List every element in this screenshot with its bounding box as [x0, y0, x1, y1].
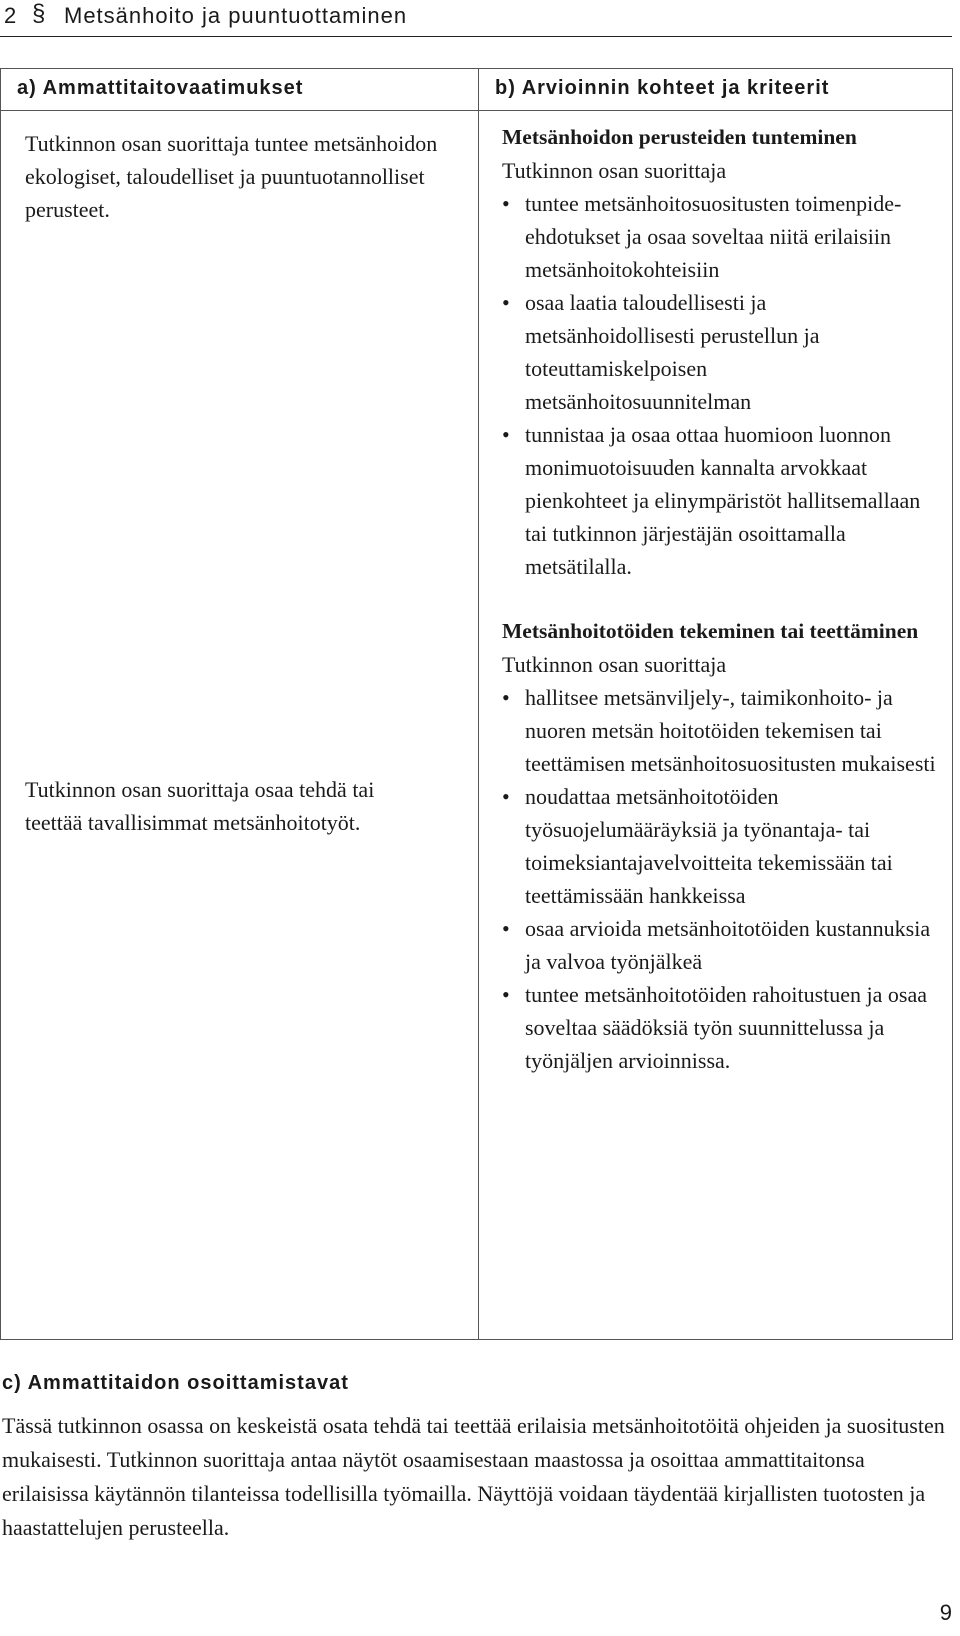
section-c-heading: c) Ammattitaidon osoittamistavat — [2, 1372, 349, 1394]
column-b-heading: b) Arvioinnin kohteet ja kriteerit — [479, 69, 953, 111]
criteria-table — [0, 68, 953, 1340]
criteria-list — [502, 681, 936, 1077]
criteria-list — [502, 187, 936, 583]
list-item: • noudattaa metsänhoitotöiden työsuojelumääräyksiä ja työnantaja- tai toimeksiantajavelvoitteita tekemissään tai teettämissään hankkeissa — [502, 780, 936, 912]
column-a-heading: a) Ammattitaitovaatimukset — [1, 69, 479, 111]
criteria-intro: Tutkinnon osan suorittaja — [502, 158, 727, 183]
requirement-text: Tutkinnon osan suorittaja osaa tehdä tai teettää tavallisimmat metsänhoitotyöt. — [25, 777, 375, 835]
section-c — [2, 1372, 948, 1545]
list-item: • hallitsee metsänviljely-, taimikonhoito- ja nuoren metsän hoitotöiden tekemisen tai teettämisen metsänhoitosuositusten mukaisesti — [502, 681, 936, 780]
list-item: • tuntee metsänhoitotöiden rahoitustuen ja osaa soveltaa säädöksiä työn suunnittelussa ja työnjäljen arvioinnissa. — [502, 978, 936, 1077]
requirement-text: Tutkinnon osan suorittaja tuntee metsänhoidon ekologiset, taloudelliset ja puuntuotannolliset perusteet. — [25, 131, 438, 222]
column-b-cell — [479, 111, 953, 1340]
header-page-number: 2 — [4, 3, 18, 28]
header-title: Metsänhoito ja puuntuottaminen — [64, 3, 408, 28]
section-sign: § — [32, 0, 47, 27]
criteria-heading: Metsänhoitotöiden tekeminen tai teettäminen — [502, 619, 919, 643]
criteria-section — [502, 121, 936, 583]
list-item: • osaa arvioida metsänhoitotöiden kustannuksia ja valvoa työnjälkeä — [502, 912, 936, 978]
criteria-heading: Metsänhoidon perusteiden tunteminen — [502, 125, 857, 149]
list-item: • tuntee metsänhoitosuositusten toimenpide-ehdotukset ja osaa soveltaa niitä erilaisiin metsänhoitokohteisiin — [502, 187, 936, 286]
criteria-intro: Tutkinnon osan suorittaja — [502, 652, 727, 677]
criteria-section — [502, 615, 936, 1077]
list-item: • tunnistaa ja osaa ottaa huomioon luonnon monimuotoisuuden kannalta arvokkaat pienkohteet ja elinympäristöt hallitsemallaan tai tutkinnon järjestäjän osoittamalla metsätilalla. — [502, 418, 936, 583]
section-c-body: Tässä tutkinnon osassa on keskeistä osata tehdä tai teettää erilaisia metsänhoitotöitä ohjeiden ja suositusten mukaisesti. Tutkinnon suorittaja antaa näytöt osaamisestaan maastossa ja osoittaa ammattitaitonsa erilaisissa käytännön tilanteissa todellisilla työmailla. Näyttöjä voidaan täydentää kirjallisten tuotosten ja haastattelujen perusteella. — [2, 1413, 945, 1540]
footer-page-number: 9 — [939, 1600, 952, 1625]
list-item: • osaa laatia taloudellisesti ja metsänhoidollisesti perustellun ja toteuttamiskelpoisen metsänhoitosuunnitelman — [502, 286, 936, 418]
page-header — [0, 0, 952, 37]
column-a-cell — [1, 111, 479, 1340]
